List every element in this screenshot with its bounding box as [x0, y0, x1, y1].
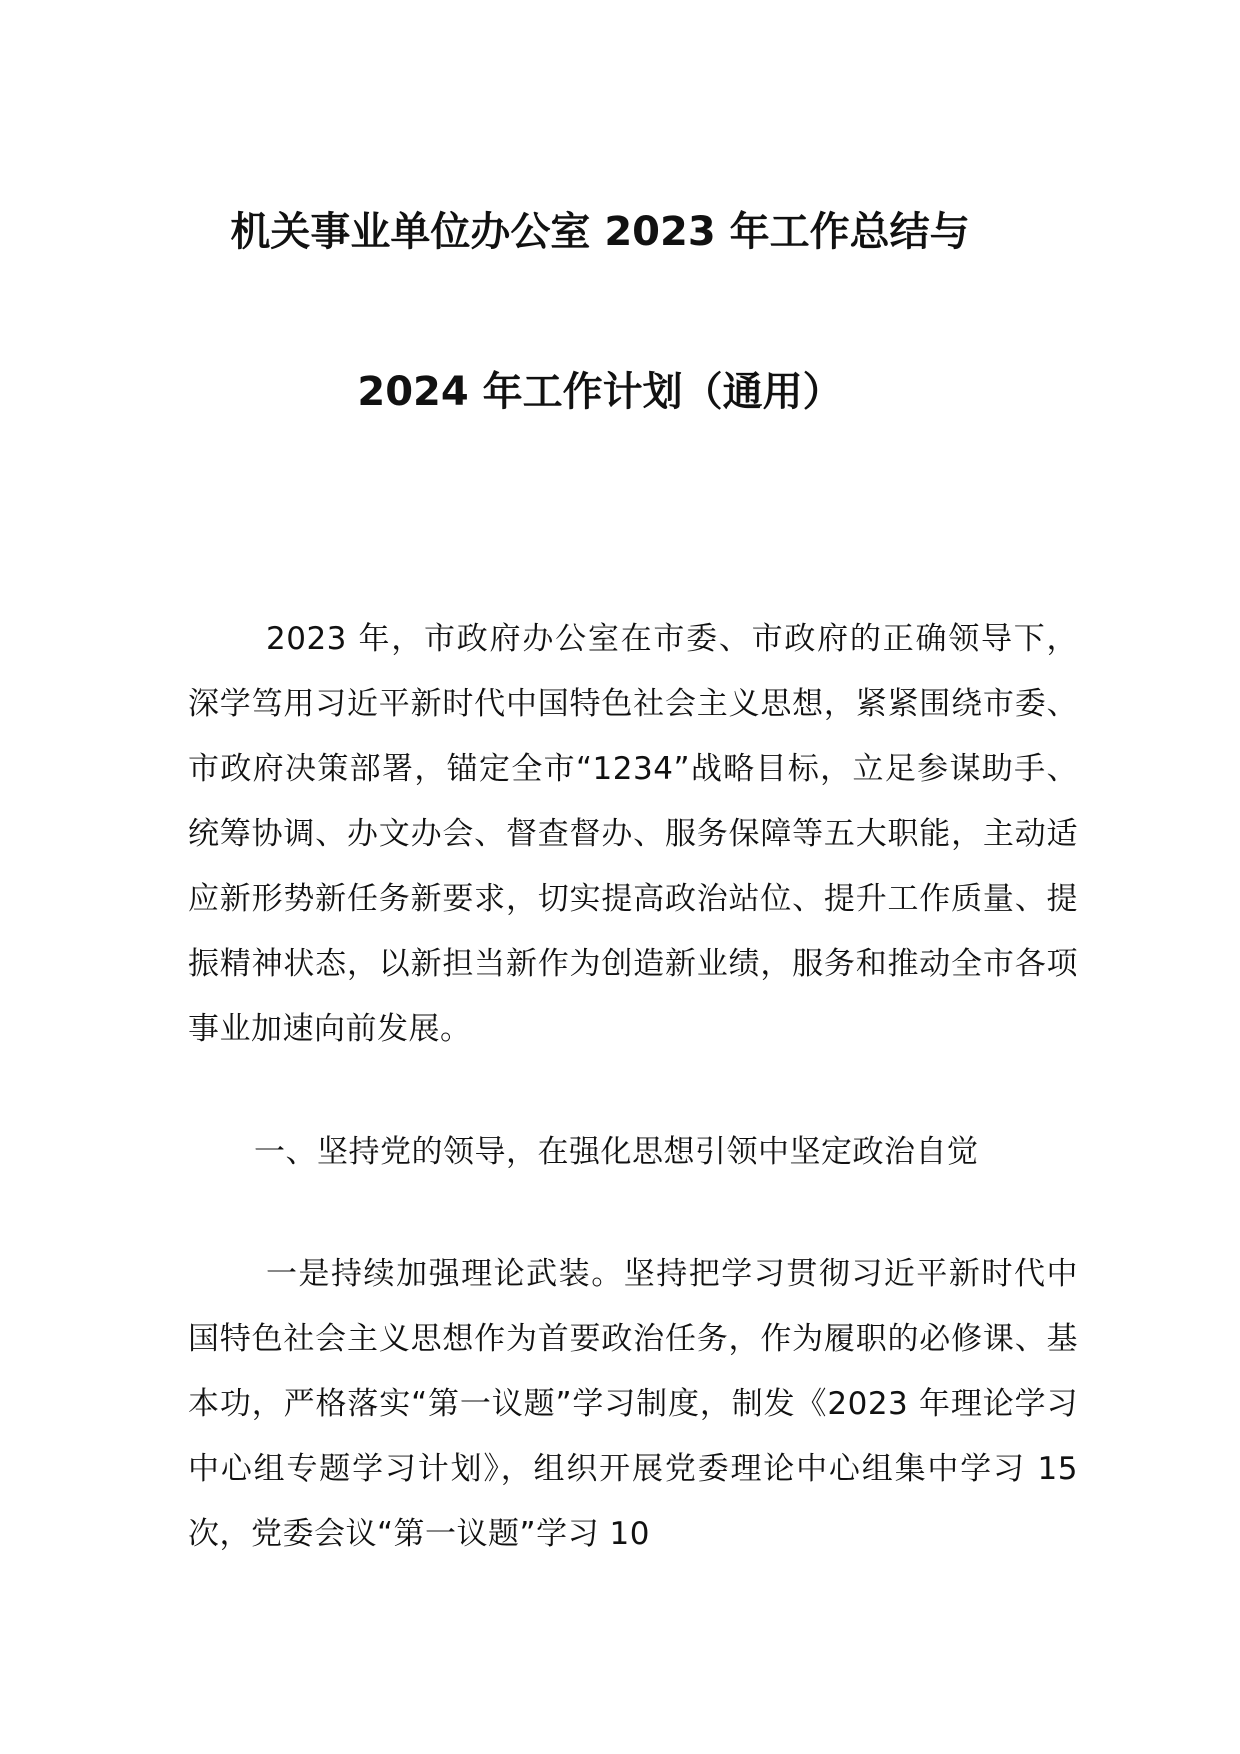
document-title-line-2: 2024 年工作计划（通用） [357, 369, 843, 415]
intro-paragraph: 2023 年，市政府办公室在市委、市政府的正确领导下，深学笃用习近平新时代中国特色社会主义思想，紧紧围绕市委、市政府决策部署，锚定全市“1234”战略目标，立足参谋助手、统筹协调、办文办会、督查督办、服务保障等五大职能，主动适应新形势新任务新要求，切实提高政治站位、提升工作质量、提振精神状态，以新担当新作为创造新业绩，服务和推动全市各项事业加速向前发展。 [188, 621, 1078, 1047]
section-paragraph: 一是持续加强理论武装。坚持把学习贯彻习近平新时代中国特色社会主义思想作为首要政治任务，作为履职的必修课、基本功，严格落实“第一议题”学习制度，制发《2023 年理论学习中心组专题学习计划》，组织开展党委理论中心组集中学习 15 次，党委会议“第一议题”学习 10 [188, 1256, 1078, 1552]
document-title-line-1: 机关事业单位办公室 2023 年工作总结与 [230, 209, 970, 255]
section-heading: 一、坚持党的领导，在强化思想引领中坚定政治自觉 [254, 1134, 979, 1170]
